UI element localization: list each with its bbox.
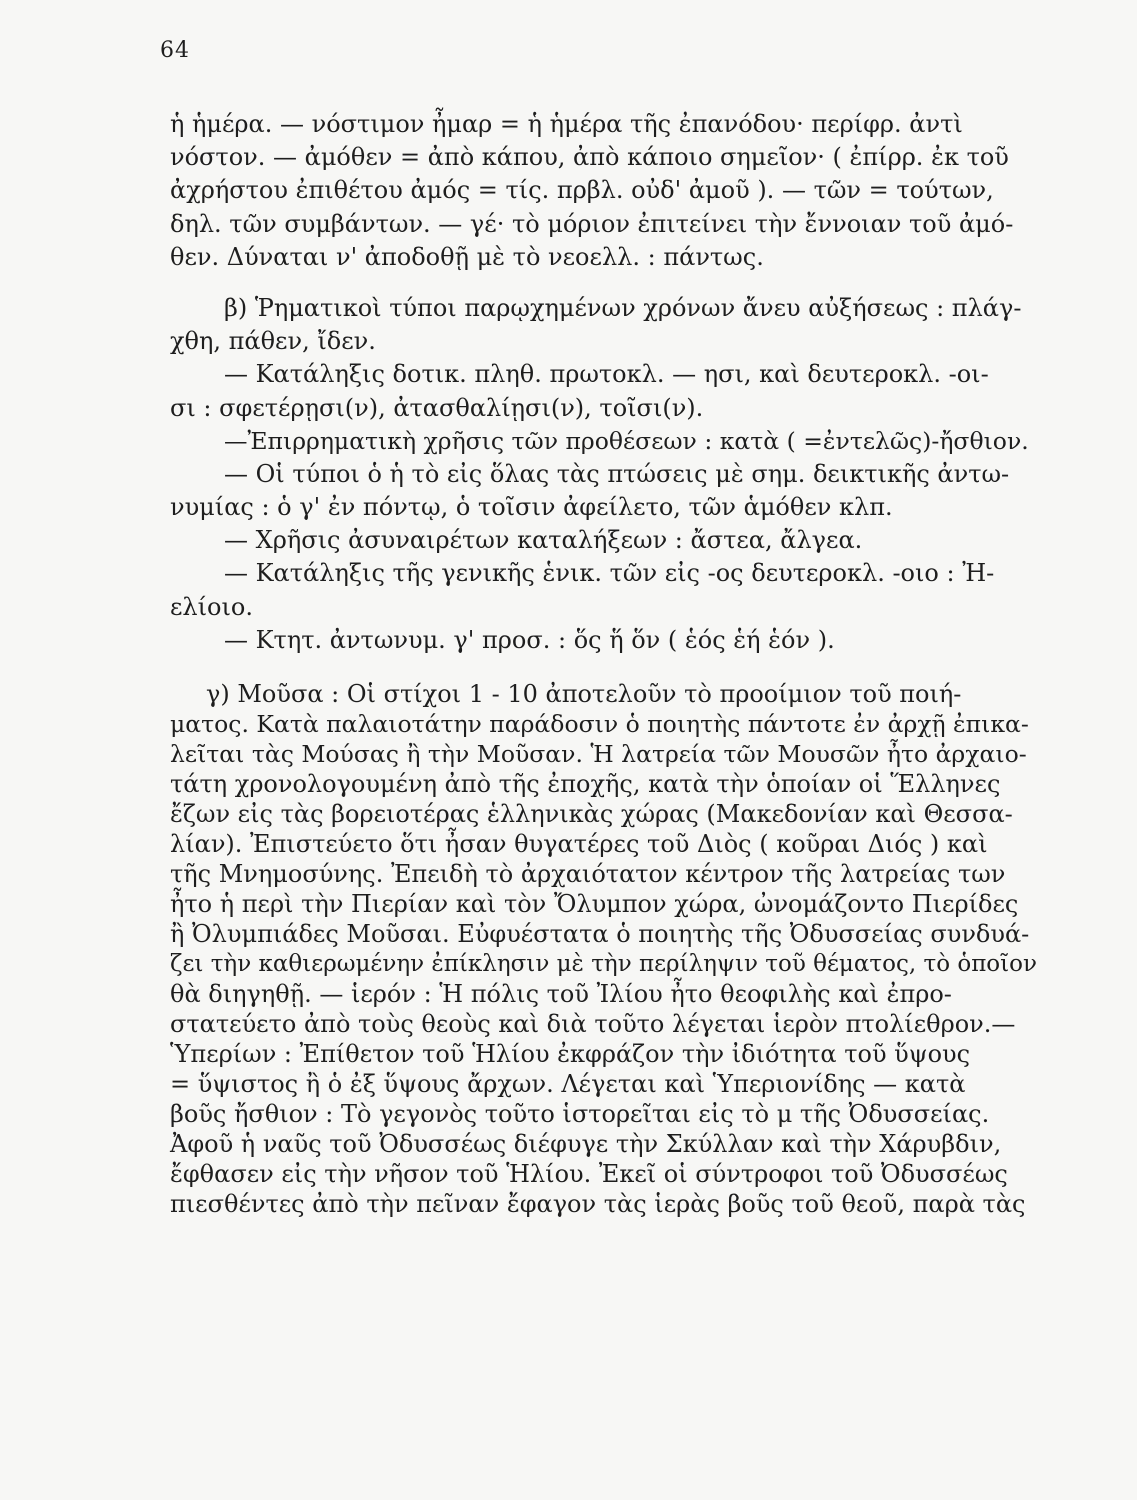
text-line: βοῦς ἤσθιον : Τὸ γεγονὸς τοῦτο ἱστορεῖται εἰς τὸ μ τῆς Ὀδυσσείας. [170, 1100, 990, 1128]
text-line: τῆς Μνημοσύνης. Ἐπειδὴ τὸ ἀρχαιότατον κέντρον τῆς λατρείας των [170, 860, 1006, 888]
paragraph-notes-b [170, 292, 1038, 657]
text-line: στατεύετο ἀπὸ τοὺς θεοὺς καὶ διὰ τοῦτο λέγεται ἱερὸν πτολίεθρον.— [170, 1010, 1016, 1038]
text-line: γ) Μοῦσα : Οἱ στίχοι 1 - 10 ἀποτελοῦν τὸ προοίμιον τοῦ ποιή- [206, 680, 962, 708]
text-line: ἔζων εἰς τὰς βορειοτέρας ἑλληνικὰς χώρας (Μακεδονίαν καὶ Θεσσα- [170, 800, 1013, 828]
text-line: ἀχρήστου ἐπιθέτου ἀμός = τίς. πρβλ. οὐδ' ἀμοῦ ). — τῶν = τούτων, [170, 176, 994, 205]
text-line: — Κατάληξις τῆς γενικῆς ἑνικ. τῶν εἰς -ος δευτεροκλ. -οιο : Ἠ- [224, 559, 995, 588]
page-body [170, 108, 1038, 1219]
text-line: ελίοιο. [170, 592, 253, 621]
text-line: — Χρῆσις ἀσυναιρέτων καταλήξεων : ἄστεα, ἄλγεα. [224, 526, 863, 555]
text-line: Ὑπερίων : Ἐπίθετον τοῦ Ἡλίου ἐκφράζον τὴν ἰδιότητα τοῦ ὕψους [170, 1040, 971, 1068]
page-number: 64 [160, 38, 190, 63]
text-line: — Κτητ. ἀντωνυμ. γ' προσ. : ὅς ἥ ὅν ( ἑός ἑή ἑόν ). [224, 625, 835, 654]
text-line: λεῖται τὰς Μούσας ἢ τὴν Μοῦσαν. Ἡ λατρεία τῶν Μουσῶν ἦτο ἀρχαιο- [170, 740, 1027, 768]
text-line: νόστον. — ἀμόθεν = ἀπὸ κάπου, ἀπὸ κάποιο σημεῖον· ( ἐπίρρ. ἐκ τοῦ [170, 143, 1009, 172]
text-line: ματος. Κατὰ παλαιοτάτην παράδοσιν ὁ ποιητὴς πάντοτε ἐν ἀρχῇ ἐπικα- [170, 710, 1029, 738]
paragraph-gap [170, 274, 1038, 292]
text-line: —Ἐπιρρηματικὴ χρῆσις τῶν προθέσεων : κατὰ ( =ἐντελῶς)-ἤσθιον. [224, 426, 1029, 455]
text-line: Ἀφοῦ ἡ ναῦς τοῦ Ὀδυσσέως διέφυγε τὴν Σκύλλαν καὶ τὴν Χάρυβδιν, [170, 1130, 1002, 1158]
text-line: θὰ διηγηθῇ. — ἱερόν : Ἡ πόλις τοῦ Ἰλίου ἦτο θεοφιλὴς καὶ ἐπρο- [170, 980, 952, 1008]
text-line: πιεσθέντες ἀπὸ τὴν πεῖναν ἔφαγον τὰς ἱερὰς βοῦς τοῦ θεοῦ, παρὰ τὰς [170, 1190, 1026, 1218]
text-line: ἔφθασεν εἰς τὴν νῆσον τοῦ Ἡλίου. Ἐκεῖ οἱ σύντροφοι τοῦ Ὀδυσσέως [170, 1160, 1008, 1188]
text-line: νυμίας : ὁ γ' ἐν πόντῳ, ὁ τοῖσιν ἀφείλετο, τῶν ἁμόθεν κλπ. [170, 493, 893, 522]
text-line: ἦτο ἡ περὶ τὴν Πιερίαν καὶ τὸν Ὄλυμπον χώρα, ὠνομάζοντο Πιερίδες [170, 890, 1019, 918]
text-line: χθη, πάθεν, ἴδεν. [170, 327, 376, 356]
text-line: β) Ῥηματικοὶ τύποι παρῳχημένων χρόνων ἄνευ αὐξήσεως : πλάγ- [224, 293, 1022, 322]
text-line: θεν. Δύναται ν' ἀποδοθῇ μὲ τὸ νεοελλ. : πάντως. [170, 242, 764, 271]
text-line: — Κατάληξις δοτικ. πληθ. πρωτοκλ. — ησι, καὶ δευτεροκλ. -οι- [224, 360, 989, 389]
text-line: δηλ. τῶν συμβάντων. — γέ· τὸ μόριον ἐπιτείνει τὴν ἔννοιαν τοῦ ἀμό- [170, 209, 1014, 238]
text-line: = ὕψιστος ἢ ὁ ἐξ ὕψους ἄρχων. Λέγεται καὶ Ὑπεριονίδης — κατὰ [170, 1070, 966, 1098]
text-line: τάτη χρονολογουμένη ἀπὸ τῆς ἐποχῆς, κατὰ τὴν ὁποίαν οἱ Ἕλληνες [170, 770, 1001, 798]
text-line: λίαν). Ἐπιστεύετο ὅτι ἦσαν θυγατέρες τοῦ Διὸς ( κοῦραι Διός ) καὶ [170, 830, 988, 858]
paragraph-notes-a [170, 108, 1038, 274]
text-line: σι : σφετέρῃσι(ν), ἀτασθαλίῃσι(ν), τοῖσι(ν). [170, 393, 704, 422]
text-line: ζει τὴν καθιερωμένην ἐπίκλησιν μὲ τὴν περίληψιν τοῦ θέματος, τὸ ὁποῖον [170, 951, 1038, 977]
text-line: — Οἱ τύποι ὁ ἡ τὸ εἰς ὅλας τὰς πτώσεις μὲ σημ. δεικτικῆς ἀντω- [224, 459, 1010, 488]
paragraph-notes-c [170, 679, 1038, 1219]
text-line: ἡ ἡμέρα. — νόστιμον ἦμαρ = ἡ ἡμέρα τῆς ἐπανόδου· περίφρ. ἀντὶ [170, 110, 963, 138]
paragraph-gap [170, 657, 1038, 679]
text-line: ἢ Ὀλυμπιάδες Μοῦσαι. Εὐφυέστατα ὁ ποιητὴς τῆς Ὀδυσσείας συνδυά- [170, 920, 1030, 948]
